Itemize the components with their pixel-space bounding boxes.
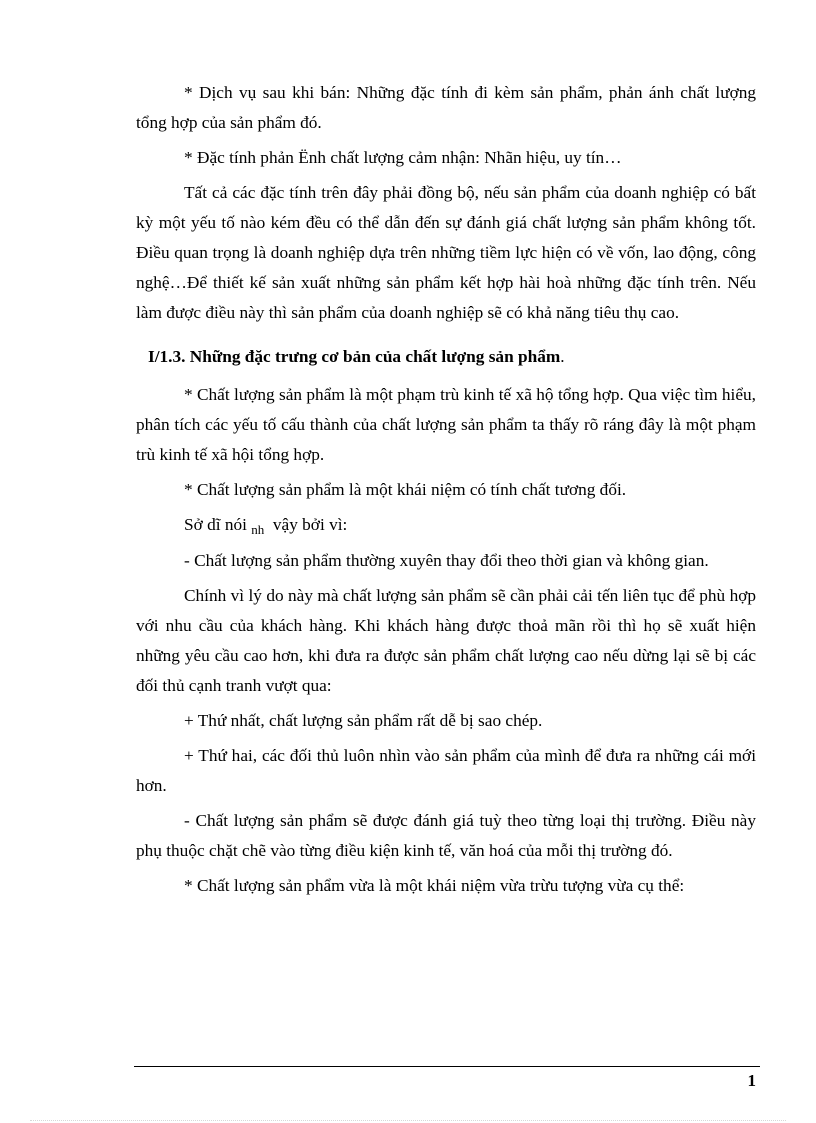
paragraph-synchronized-features: Tất cả các đặc tính trên đây phải đồng bộ, nếu sản phẩm của doanh nghiệp có bất kỳ một yếu tố nào kém đều có thể dẫn đến sự đánh giá chất lượng sản phẩm không tốt. Điều quan trọng là doanh nghiệp dựa trên những tiềm lực hiện có về vốn, lao động, công nghệ…Để thiết kế sản xuất những sản phẩm kết hợp hài hoà những đặc tính trên. Nếu làm được điều này thì sản phẩm của doanh nghiệp sẽ có khả năng tiêu thụ cao.: [136, 183, 756, 322]
paragraph-market-evaluation: - Chất lượng sản phẩm sẽ được đánh giá tuỳ theo từng loại thị trường. Điều này phụ thuộc chặt chẽ vào từng điều kiện kinh tế, văn hoá của mỗi thị trường đó.: [136, 811, 756, 860]
section-heading: [136, 342, 756, 372]
section-heading-text: I/1.3. Những đặc trưng cơ bản của chất lượng sản phẩm: [148, 347, 561, 366]
paragraph-after-sales-service: * Dịch vụ sau khi bán: Những đặc tính đi kèm sản phẩm, phản ánh chất lượng tổng hợp của sản phẩm đó.: [136, 83, 756, 132]
paragraph-perceived-quality: * Đặc tính phản Ënh chất lượng cảm nhận: Nhãn hiệu, uy tín…: [184, 148, 622, 167]
paragraph-relative-concept: * Chất lượng sản phẩm là một khái niệm có tính chất tương đối.: [184, 480, 627, 499]
paragraph-continuous-improvement: Chính vì lý do này mà chất lượng sản phẩm sẽ cần phải cải tến liên tục để phù hợp với nhu cầu của khách hàng. Khi khách hàng được thoả mãn rồi thì họ sẽ xuất hiện những yêu cầu cao hơn, khi đưa ra được sản phẩm chất lượng cao nếu dừng lại sẽ bị các đối thủ cạnh tranh vượt qua:: [136, 586, 756, 695]
page-bottom-dotted-edge: [30, 1120, 786, 1121]
reason-intro-small: nh: [251, 522, 265, 537]
document-body: [136, 78, 756, 906]
paragraph-abstract-and-concrete: * Chất lượng sản phẩm vừa là một khái niệm vừa trừu tượng vừa cụ thể:: [184, 876, 685, 895]
section-heading-period: .: [560, 347, 565, 366]
paragraph-changes-over-time: - Chất lượng sản phẩm thường xuyên thay đổi theo thời gian và không gian.: [184, 551, 709, 570]
reason-intro-after: vậy bởi vì:: [264, 515, 348, 534]
paragraph-socioeconomic-category: * Chất lượng sản phẩm là một phạm trù kinh tế xã hộ tổng hợp. Qua việc tìm hiểu, phân tích các yếu tố cấu thành của chất lượng sản phẩm ta thấy rõ ráng đây là một phạm trù kinh tế xã hội tổng hợp.: [136, 385, 756, 464]
reason-intro-before: Sở dĩ nói: [184, 515, 252, 534]
paragraph-reason-intro: [136, 510, 756, 541]
paragraph-second-competitors: + Thứ hai, các đối thủ luôn nhìn vào sản phẩm của mình để đưa ra những cái mới hơn.: [136, 746, 756, 795]
footer-divider: [134, 1066, 760, 1067]
page-number: 1: [747, 1071, 756, 1090]
paragraph-first-easily-copied: + Thứ nhất, chất lượng sản phẩm rất dễ bị sao chép.: [184, 711, 543, 730]
